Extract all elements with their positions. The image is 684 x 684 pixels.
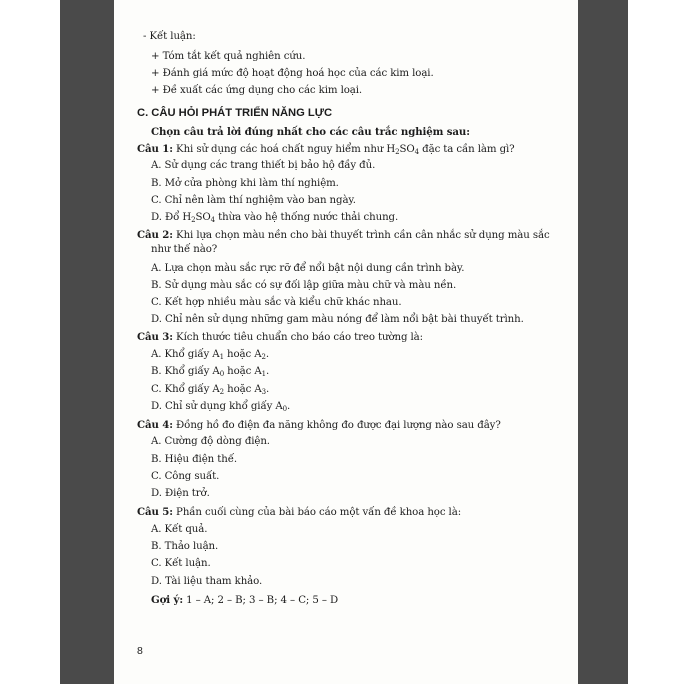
answer-option: C. Kết luận. [151, 558, 211, 569]
answer-option: D. Tài liệu tham khảo. [151, 576, 263, 587]
question-label: Câu 1: [137, 143, 173, 155]
book-page [114, 0, 578, 684]
answer-option: A. Lựa chọn màu sắc rực rỡ để nổi bật nội dung cần trình bày. [151, 263, 465, 274]
answer-option: B. Thảo luận. [151, 541, 219, 552]
question-4: Câu 4: Đồng hồ đo điện đa năng không đo được đại lượng nào sau đây? [137, 419, 501, 431]
answer-option: B. Khổ giấy $A_0$ hoặc $A_1$. [151, 366, 270, 378]
answer-option: D. Điện trở. [151, 488, 210, 499]
hint-label: Gợi ý: [151, 594, 183, 606]
section-heading: C. CÂU HỎI PHÁT TRIỂN NĂNG LỰC [137, 107, 333, 119]
answer-option: B. Sử dụng màu sắc có sự đối lập giữa màu chữ và màu nền. [151, 280, 457, 291]
left-dark-border [60, 0, 114, 684]
conclusion-item: + Tóm tắt kết quả nghiên cứu. [151, 51, 306, 62]
answer-option: D. Chỉ nên sử dụng những gam màu nóng để làm nổi bật bài thuyết trình. [151, 314, 524, 325]
conclusion-title: - Kết luận: [143, 31, 196, 42]
question-label: Câu 3: [137, 331, 173, 343]
answer-option: B. Mở cửa phòng khi làm thí nghiệm. [151, 178, 339, 189]
answer-option: A. Kết quả. [151, 524, 208, 535]
question-1: Câu 1: Khi sử dụng các hoá chất nguy hiểm như $H_2SO_4$ đặc ta cần làm gì? [137, 143, 515, 156]
question-2-continued: như thế nào? [151, 244, 218, 255]
answer-option: D. Đổ $H_2SO_4$ thừa vào hệ thống nước thải chung. [151, 212, 399, 224]
section-instruction: Chọn câu trả lời đúng nhất cho các câu trắc nghiệm sau: [151, 126, 470, 138]
conclusion-item: + Đánh giá mức độ hoạt động hoá học của các kim loại. [151, 68, 434, 79]
question-label: Câu 5: [137, 506, 173, 518]
question-label: Câu 2: [137, 229, 173, 241]
question-label: Câu 4: [137, 419, 173, 431]
answer-option: C. Chỉ nên làm thí nghiệm vào ban ngày. [151, 195, 356, 206]
answer-option: C. Khổ giấy $A_2$ hoặc $A_3$. [151, 384, 270, 396]
right-dark-border [578, 0, 628, 684]
answer-option: C. Công suất. [151, 471, 220, 482]
answer-option: A. Khổ giấy $A_1$ hoặc $A_2$. [151, 349, 270, 361]
answer-option: A. Sử dụng các trang thiết bị bảo hộ đầy đủ. [151, 160, 376, 171]
answer-option: A. Cường độ dòng điện. [151, 436, 270, 447]
question-3: Câu 3: Kích thước tiêu chuẩn cho báo cáo treo tường là: [137, 331, 423, 343]
answer-option: C. Kết hợp nhiều màu sắc và kiểu chữ khác nhau. [151, 297, 402, 308]
question-5: Câu 5: Phần cuối cùng của bài báo cáo một vấn đề khoa học là: [137, 506, 462, 518]
answer-hint: Gợi ý: 1 – A; 2 – B; 3 – B; 4 – C; 5 – D [151, 594, 339, 606]
answer-option: D. Chỉ sử dụng khổ giấy $A_0$. [151, 401, 291, 413]
question-2: Câu 2: Khi lựa chọn màu nền cho bài thuyết trình cần cân nhắc sử dụng màu sắc [137, 229, 550, 241]
answer-option: B. Hiệu điện thế. [151, 454, 238, 465]
conclusion-item: + Đề xuất các ứng dụng cho các kim loại. [151, 85, 363, 96]
page-number: 8 [137, 645, 143, 657]
